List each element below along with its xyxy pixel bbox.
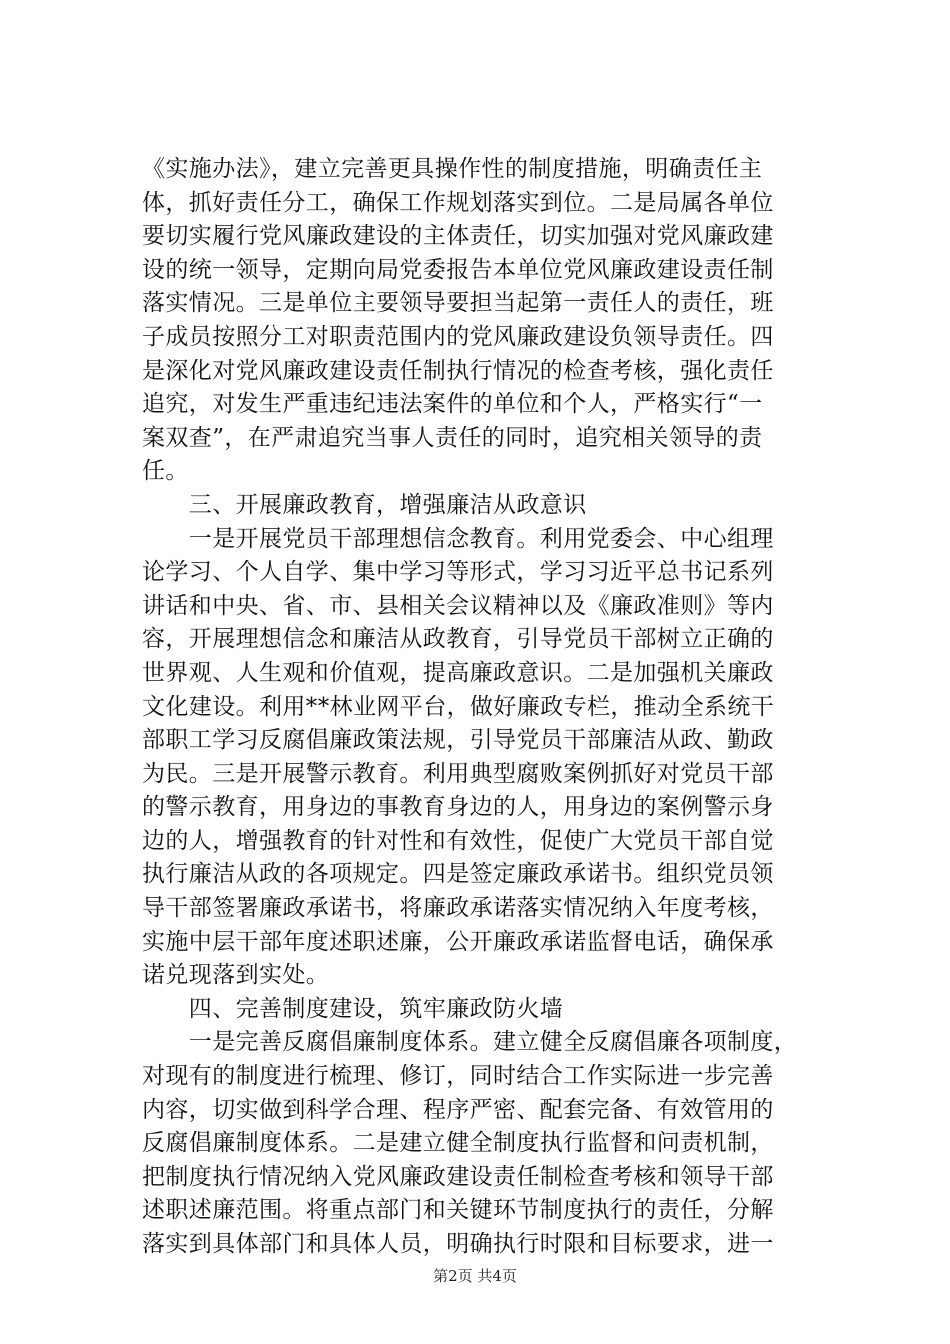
page-footer: [0, 1265, 950, 1286]
text-line: 实施中层干部年度述职述廉，公开廉政承诺监督电话，确保承: [142, 928, 774, 955]
text-line: 《实施办法》，建立完善更具操作性的制度措施，明确责任主: [142, 156, 763, 182]
text-line: 一是完善反腐倡廉制度体系。建立健全反腐倡廉各项制度，: [142, 1029, 798, 1056]
text-line: 是深化对党风廉政建设责任制执行情况的检查考核，强化责任: [142, 357, 774, 384]
text-line: 内容，切实做到科学合理、程序严密、配套完备、有效管用的: [142, 1096, 774, 1123]
text-line: 文化建设。利用**林业网平台，做好廉政专栏，推动全系统干: [142, 693, 775, 720]
text-line: 要切实履行党风廉政建设的主体责任，切实加强对党风廉政建: [142, 223, 774, 250]
text-line: 对现有的制度进行梳理、修订，同时结合工作实际进一步完善: [142, 1063, 774, 1090]
text-line: 追究，对发生严重违纪违法案件的单位和个人，严格实行“一: [142, 391, 763, 418]
text-line: 的警示教育，用身边的事教育身边的人，用身边的案例警示身: [142, 794, 774, 821]
text-line: 执行廉洁从政的各项规定。四是签定廉政承诺书。组织党员领: [142, 861, 774, 888]
text-line: 把制度执行情况纳入党风廉政建设责任制检查考核和领导干部: [142, 1163, 774, 1190]
text-line: 世界观、人生观和价值观，提高廉政意识。二是加强机关廉政: [142, 659, 774, 686]
text-line: 反腐倡廉制度体系。二是建立健全制度执行监督和问责机制，: [142, 1130, 774, 1157]
text-line: 落实情况。三是单位主要领导要担当起第一责任人的责任，班: [142, 290, 774, 317]
section-heading: 三、开展廉政教育，增强廉洁从政意识: [142, 491, 587, 518]
page-number: 第2页 共4页: [433, 1267, 517, 1285]
text-line: 案双查”，在严肃追究当事人责任的同时，追究相关领导的责: [142, 424, 763, 451]
section-heading: 四、完善制度建设，筑牢廉政防火墙: [142, 995, 564, 1022]
text-line: 体，抓好责任分工，确保工作规划落实到位。二是局属各单位: [142, 189, 774, 216]
text-line: 论学习、个人自学、集中学习等形式，学习习近平总书记系列: [142, 559, 774, 586]
text-line: 为民。三是开展警示教育。利用典型腐败案例抓好对党员干部: [142, 760, 774, 787]
text-line: 讲话和中央、省、市、县相关会议精神以及《廉政准则》等内: [142, 592, 774, 619]
document-body: [142, 153, 812, 1262]
text-line: 述职述廉范围。将重点部门和关键环节制度执行的责任，分解: [142, 1197, 774, 1224]
text-line: 设的统一领导，定期向局党委报告本单位党风廉政建设责任制: [142, 256, 774, 283]
text-line: 部职工学习反腐倡廉政策法规，引导党员干部廉洁从政、勤政: [142, 727, 774, 754]
text-line: 边的人，增强教育的针对性和有效性，促使广大党员干部自觉: [142, 827, 774, 854]
text-line: 子成员按照分工对职责范围内的党风廉政建设负领导责任。四: [142, 323, 774, 350]
text-line: 落实到具体部门和具体人员，明确执行时限和目标要求，进一: [142, 1231, 774, 1257]
text-line: 导干部签署廉政承诺书，将廉政承诺落实情况纳入年度考核，: [142, 895, 774, 922]
text-line: 诺兑现落到实处。: [142, 962, 330, 989]
text-line: 任。: [142, 458, 189, 485]
text-line: 一是开展党员干部理想信念教育。利用党委会、中心组理: [142, 525, 774, 552]
text-line: 容，开展理想信念和廉洁从政教育，引导党员干部树立正确的: [142, 626, 774, 653]
